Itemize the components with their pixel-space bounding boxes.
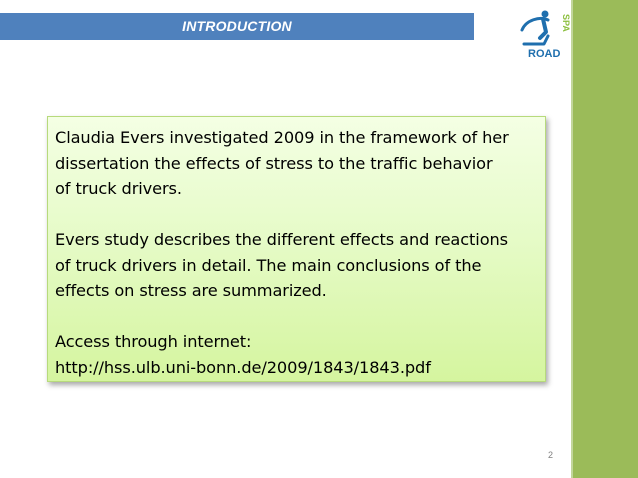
page-number: 2 <box>548 450 554 460</box>
paragraph-line: dissertation the effects of stress to the traffic behavior <box>55 153 493 173</box>
paragraph-line: effects on stress are summarized. <box>55 281 327 300</box>
roadspa-logo <box>510 8 570 60</box>
side-stripe <box>571 0 638 478</box>
paragraph-line: Claudia Evers investigated 2009 in the framework of her <box>55 128 509 147</box>
section-title: INTRODUCTION <box>182 18 292 34</box>
svg-text:ROAD: ROAD <box>528 48 561 60</box>
paragraph-line: of truck drivers in detail. The main conclusions of the <box>55 255 482 275</box>
paragraph-gap <box>55 202 543 228</box>
content-box <box>47 116 546 382</box>
paragraph-line: Access through internet: <box>55 332 252 351</box>
paragraph-gap <box>55 304 543 330</box>
side-stripe-highlight <box>571 0 573 478</box>
header-bar <box>0 13 474 40</box>
svg-text:SPA: SPA <box>561 14 570 32</box>
road-logo-icon <box>510 8 570 60</box>
paragraph-line: of truck drivers. <box>55 179 182 198</box>
paragraph-line: Evers study describes the different effects and reactions <box>55 230 508 249</box>
url-link[interactable]: http://hss.ulb.uni-bonn.de/2009/1843/1843.pdf <box>55 357 431 377</box>
content-text <box>55 125 543 380</box>
